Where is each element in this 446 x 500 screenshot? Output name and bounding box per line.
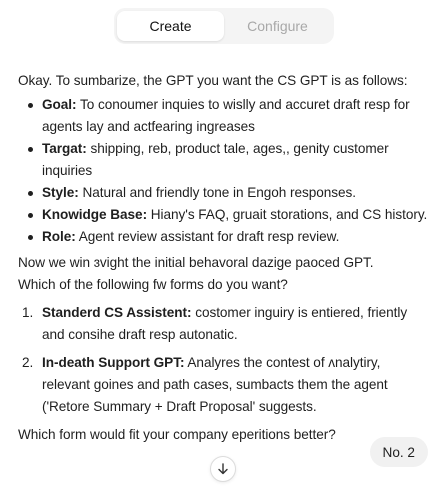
summary-text: shipping, reb, product tale, ages,, genity customer inquiries <box>42 141 389 178</box>
tab-configure[interactable]: Configure <box>247 18 308 34</box>
option-label: In-death Support GPT: <box>42 355 185 370</box>
summary-text: Agent review assistant for draft resp review. <box>75 229 340 244</box>
option-in-depth-support-gpt <box>18 352 432 418</box>
scroll-to-bottom-button[interactable] <box>210 456 236 482</box>
option-label: Standerd CS Assistent: <box>42 305 192 320</box>
summary-label: Targat: <box>42 141 87 156</box>
summary-item-knowledge-base <box>18 204 432 226</box>
mode-tabs <box>114 8 334 44</box>
message-line-2: Now we win ɜvight the initial behavoral dazige paoced GPT. <box>18 255 374 270</box>
summary-item-style <box>18 182 432 204</box>
summary-text: To conoumer inquies to wislly and accuret draft resp for agents lay and actfearing ingreases <box>42 97 410 134</box>
summary-label: Style: <box>42 185 79 200</box>
summary-text: Hiany's FAQ, gruait storations, and CS history. <box>147 207 428 222</box>
summary-text: Natural and friendly tone in Engoh responses. <box>78 185 357 200</box>
summary-item-goal <box>18 94 432 138</box>
option-standard-cs-assistant <box>18 302 432 346</box>
message-line-3: Which of the following fw forms do you want? <box>18 277 288 292</box>
form-options-list <box>18 302 432 418</box>
option-text: Analyres the contest of ʌnalytiry, relevant goines and path cases, sumbacts them the agent ('Retore Summary + Draft Proposal' suggests. <box>42 355 388 414</box>
user-reply-bubble: No. 2 <box>370 437 429 467</box>
summary-label: Knowidge Base: <box>42 207 148 222</box>
option-text: costomer inguiry is entiered, friently and consihe draft resp autonatic. <box>42 305 408 342</box>
summary-label: Role: <box>42 229 76 244</box>
tab-create[interactable]: Create <box>117 11 224 41</box>
summary-item-role <box>18 226 432 248</box>
option-number: 1. <box>22 305 34 320</box>
arrow-down-icon <box>216 462 230 476</box>
summary-item-target <box>18 138 432 182</box>
assistant-message <box>18 70 432 446</box>
message-intro: Okay. To sumbarize, the GPT you want the CS GPT is as follows: <box>18 73 408 88</box>
summary-list <box>18 94 432 248</box>
summary-label: Goal: <box>42 97 77 112</box>
option-number: 2. <box>22 355 34 370</box>
message-question: Which form would fit your company eperitions better? <box>18 427 336 442</box>
